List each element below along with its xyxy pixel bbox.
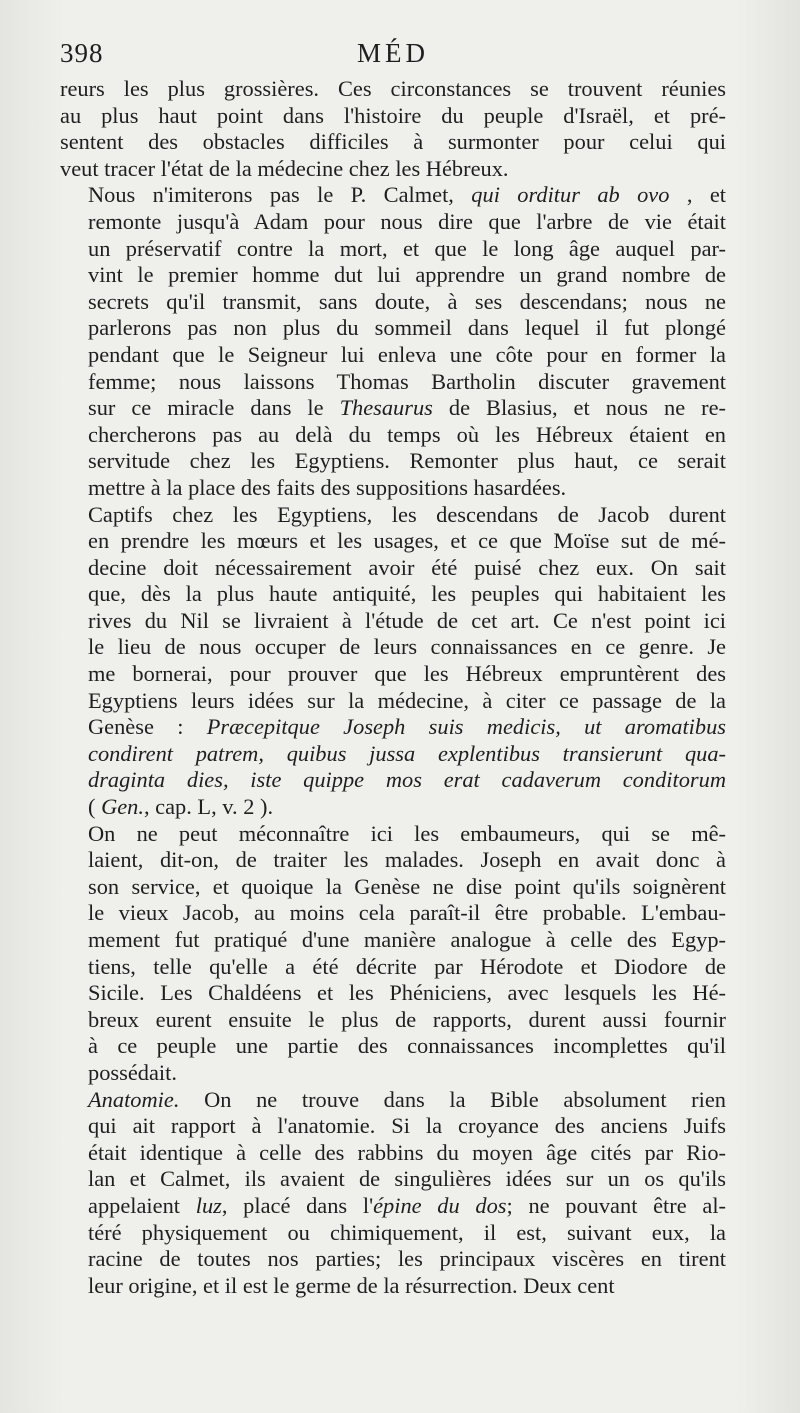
text-line: appelaient luz, placé dans l'épine du dos; ne pouvant être al- xyxy=(88,1192,726,1218)
italic-text: luz xyxy=(195,1192,222,1218)
text-line: parlerons pas non plus du sommeil dans lequel il fut plongé xyxy=(88,315,726,341)
italic-text: Gen. xyxy=(101,794,144,820)
text-line: que, dès la plus haute antiquité, les peuples qui habitaient les xyxy=(88,581,726,607)
text-line: ( Gen., cap. L, v. 2 ). xyxy=(88,794,274,820)
page-header xyxy=(60,38,726,78)
text-line: femme; nous laissons Thomas Bartholin discuter gravement xyxy=(88,368,726,394)
text-line xyxy=(60,767,726,794)
text-line: son service, et quoique la Genèse ne dise point qu'ils soignèrent xyxy=(88,873,726,899)
text-line: servitude chez les Egyptiens. Remonter plus haut, ce serait xyxy=(88,448,726,474)
italic-text: Præcepitque Joseph suis medicis, ut aromatibus xyxy=(206,714,726,740)
text-line: veut tracer l'état de la médecine chez les Hébreux. xyxy=(60,155,509,181)
text-line xyxy=(60,741,726,768)
text-line: leur origine, et il est le germe de la résurrection. Deux cent xyxy=(88,1272,615,1298)
italic-text: Anatomie. xyxy=(88,1086,180,1112)
text-line: laient, dit-on, de traiter les malades. Joseph en avait donc à xyxy=(88,847,726,873)
text-line: le lieu de nous occuper de leurs connaissances en ce genre. Je xyxy=(88,634,726,660)
text-line: me bornerai, pour prouver que les Hébreux empruntèrent des xyxy=(88,661,726,687)
text-line: un préservatif contre la mort, et que le long âge auquel par- xyxy=(88,235,726,261)
text-line: au plus haut point dans l'histoire du peuple d'Israël, et pré- xyxy=(60,102,726,128)
page-number: 398 xyxy=(60,38,104,68)
text-line: mement fut pratiqué d'une manière analogue à celle des Egyp- xyxy=(88,927,726,952)
text-line: Sicile. Les Chaldéens et les Phéniciens, avec lesquels les Hé- xyxy=(88,980,726,1006)
text-line: Nous n'imiterons pas le P. Calmet, qui orditur ab ovo , et xyxy=(88,182,727,208)
text-line: secrets qu'il transmit, sans doute, à ses descendans; nous ne xyxy=(88,288,726,314)
text-line: sentent des obstacles difficiles à surmonter pour celui qui xyxy=(60,129,726,155)
text-line: pendant que le Seigneur lui enleva une côte pour en former la xyxy=(88,341,726,367)
paragraph xyxy=(60,821,726,1087)
text-line: vint le premier homme dut lui apprendre un grand nombre de xyxy=(88,262,726,288)
italic-text: qui orditur ab ovo xyxy=(471,182,670,208)
text-line: Egyptiens leurs idées sur la médecine, à citer ce passage de la xyxy=(88,687,726,713)
text-line: sur ce miracle dans le Thesaurus de Blasius, et nous ne re- xyxy=(88,395,726,421)
text-line: Anatomie. On ne trouve dans la Bible absolument rien xyxy=(88,1086,726,1112)
text-line: breux eurent ensuite le plus de rapports, durent aussi fournir xyxy=(88,1006,726,1032)
italic-text: épine du dos xyxy=(373,1192,507,1218)
text-line: tiens, telle qu'elle a été décrite par Hérodote et Diodore de xyxy=(88,953,726,979)
text-line: Genèse : Præcepitque Joseph suis medicis, ut aromatibus xyxy=(88,714,726,740)
text-line: reurs les plus grossières. Ces circonstances se trouvent réunies xyxy=(60,76,726,101)
paragraph xyxy=(60,502,726,821)
text-line: était identique à celle des rabbins du moyen âge cités par Rio- xyxy=(88,1139,726,1165)
text-line: racine de toutes nos parties; les principaux viscères en tirent xyxy=(88,1246,726,1272)
italic-text: Thesaurus xyxy=(339,395,433,421)
paragraph xyxy=(60,1087,726,1300)
text-line: mettre à la place des faits des suppositions hasardées. xyxy=(88,474,567,500)
text-line: à ce peuple une partie des connaissances incomplettes qu'il xyxy=(88,1033,726,1059)
paragraph xyxy=(60,182,726,501)
italic-text: condirent patrem, quibus jussa explentibus transierunt qua- xyxy=(88,740,726,766)
body-text xyxy=(60,76,726,1299)
text-line: On ne peut méconnaître ici les embaumeurs, qui se mê- xyxy=(88,820,726,846)
text-line: decine doit nécessairement avoir été puisé chez eux. On sait xyxy=(88,554,726,580)
italic-text: draginta dies, iste quippe mos erat cadaverum conditorum xyxy=(88,767,726,793)
paragraph xyxy=(60,76,726,182)
running-head: MÉD xyxy=(357,38,429,68)
text-line: possédait. xyxy=(88,1059,177,1085)
text-line: Captifs chez les Egyptiens, les descendans de Jacob durent xyxy=(88,501,726,527)
text-line: en prendre les mœurs et les usages, et ce que Moïse sut de mé- xyxy=(88,528,726,554)
text-line: le vieux Jacob, au moins cela paraît-il être probable. L'embau- xyxy=(88,900,726,926)
text-line: rives du Nil se livraient à l'étude de cet art. Ce n'est point ici xyxy=(88,607,726,633)
text-line: chercherons pas au delà du temps où les Hébreux étaient en xyxy=(88,421,726,447)
text-line: téré physiquement ou chimiquement, il est, suivant eux, la xyxy=(88,1219,726,1245)
text-line: qui ait rapport à l'anatomie. Si la croyance des anciens Juifs xyxy=(88,1113,726,1139)
text-line: lan et Calmet, ils avaient de singulières idées sur un os qu'ils xyxy=(88,1166,726,1192)
text-line: remonte jusqu'à Adam pour nous dire que l'arbre de vie était xyxy=(88,208,726,234)
